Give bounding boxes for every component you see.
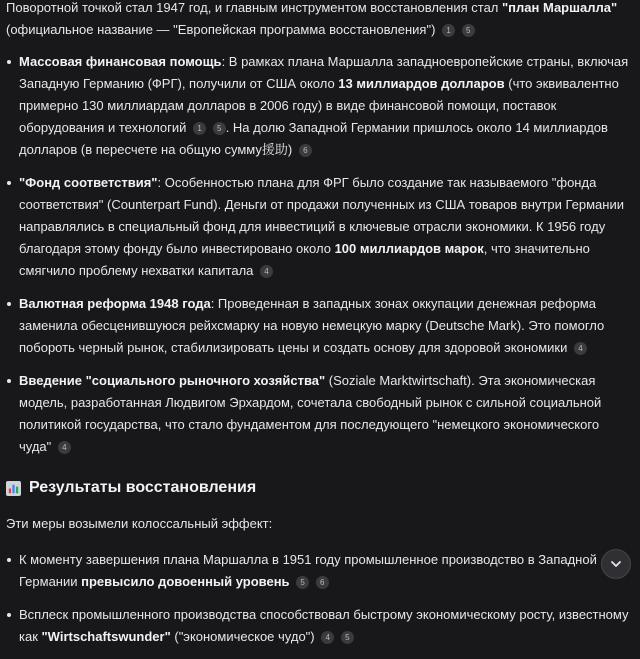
results-list	[6, 549, 632, 648]
citation-badge[interactable]: 6	[316, 576, 329, 589]
list-item	[6, 172, 632, 282]
citation-badge[interactable]: 1	[193, 122, 206, 135]
intro-text: Поворотной точкой стал 1947 год, и главным инструментом восстановления стал	[6, 0, 502, 15]
bullet-text: , что значительно смягчило проблему нехватки капитала	[19, 241, 590, 278]
list-item	[6, 604, 632, 648]
bullet-title: "Фонд соответствия"	[19, 175, 158, 190]
results-lead: Эти меры возымели колоссальный эффект:	[6, 516, 273, 531]
list-item	[6, 51, 632, 161]
citation-badge[interactable]: 1	[442, 24, 455, 37]
citation-badge[interactable]: 5	[213, 122, 226, 135]
citation-badge[interactable]: 4	[321, 631, 334, 644]
citation-badge[interactable]: 5	[462, 24, 475, 37]
citation-badge[interactable]: 4	[260, 265, 273, 278]
section-heading	[6, 477, 632, 499]
bullet-text: : Особенностью плана для ФРГ было создание так называемого "фонда соответствия" (Counterpart Fund). Деньги от продажи полученных из США товаров внутри Германии направлялись в специальный фонд для инвестиций в ключевые отрасли экономики. К 1956 году благодаря этому фонду было инвестировано около	[19, 175, 624, 256]
intro-paragraph	[6, 0, 632, 41]
list-item	[6, 370, 632, 458]
list-item	[6, 293, 632, 359]
bullet-text: : Проведенная в западных зонах оккупации денежная реформа заменила обесценившуюся рейхсмарку на новую немецкую марку (Deutsche Mark). Это помогло побороть черный рынок, стабилизировать цены и создать основу для здоровой экономики	[19, 296, 605, 355]
list-item	[6, 549, 632, 593]
bullet-title: Валютная реформа 1948 года	[19, 296, 211, 311]
intro-text-2: (официальное название — "Европейская программа восстановления")	[6, 22, 436, 37]
bullet-title: Введение "социального рыночного хозяйства"	[19, 373, 326, 388]
bullet-text: ("экономическое чудо")	[170, 629, 315, 644]
chevron-down-icon	[610, 558, 622, 570]
intro-bold: "план Маршалла"	[502, 0, 618, 15]
section-title: Результаты восстановления	[29, 479, 257, 496]
bullet-title: Массовая финансовая помощь	[19, 54, 222, 69]
bullet-bold: 13 миллиардов долларов	[338, 76, 505, 91]
bullet-bold: превысило довоенный уровень	[81, 574, 290, 589]
citation-badge[interactable]: 5	[296, 576, 309, 589]
bullet-text: : В рамках плана Маршалла западноевропейские страны, включая Западную Германию (ФРГ), получили от США около	[19, 54, 629, 91]
citation-badge[interactable]: 4	[574, 342, 587, 355]
bullet-bold: "Wirtschaftswunder"	[41, 629, 171, 644]
citation-badge[interactable]: 4	[58, 441, 71, 454]
chat-response	[6, 0, 632, 659]
bullet-text: . На долю Западной Германии пришлось около 14 миллиардов долларов (в пересчете на общую сумму援助)	[19, 120, 608, 157]
bullet-text: (что эквивалентно примерно 130 миллиардам долларов в 2006 году) в виде финансовой помощи, поставок оборудования и технологий	[19, 76, 619, 135]
bullet-text: (Soziale Marktwirtschaft). Эта экономическая модель, разработанная Людвигом Эрхардом, сочетала свободный рынок с сильной социальной политикой государства, что стало фундаментом для последующего "немецкого экономического чуда"	[19, 373, 602, 454]
measures-list	[6, 51, 632, 458]
citation-badge[interactable]: 6	[299, 144, 312, 157]
scroll-down-button[interactable]	[601, 549, 631, 579]
bullet-text: Всплеск промышленного производства способствовал быстрому экономическому росту, известному как	[19, 607, 629, 644]
bullet-bold: 100 миллиардов марок	[334, 241, 484, 256]
citation-badge[interactable]: 5	[341, 631, 354, 644]
bar-chart-icon	[6, 481, 21, 496]
bullet-text: К моменту завершения плана Маршалла в 1951 году промышленное производство в Западной Германии	[19, 552, 597, 589]
